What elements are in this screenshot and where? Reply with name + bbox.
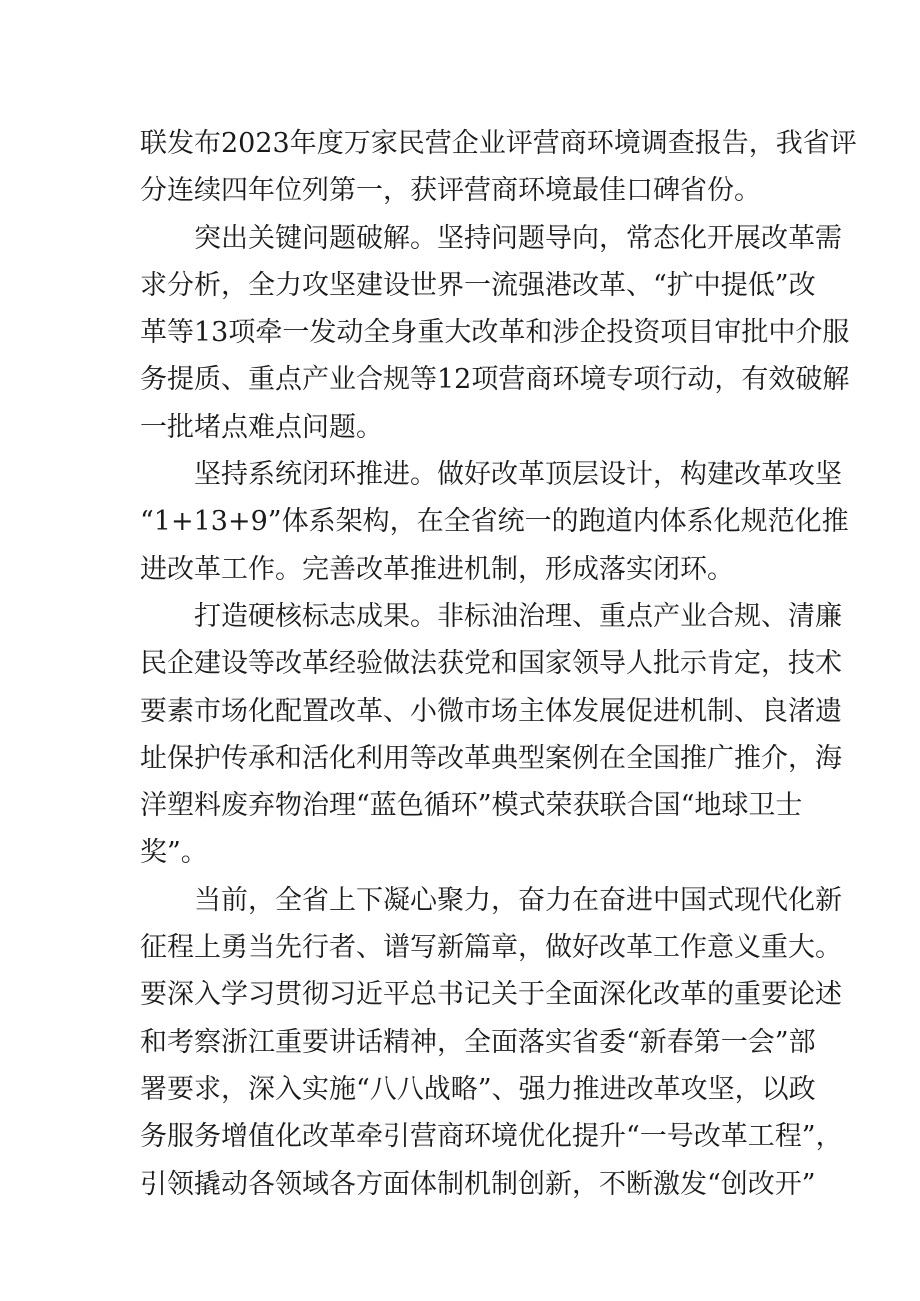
text-line: 坚持系统闭环推进。做好改革顶层设计，构建改革攻坚 [194, 459, 842, 491]
text-line: 和考察浙江重要讲话精神，全面落实省委“新春第一会”部 [140, 1026, 816, 1058]
text-line: 务提质、重点产业合规等12项营商环境专项行动，有效破解 [140, 364, 850, 396]
text-line: 革等13项牵一发动全身重大改革和涉企投资项目审批中介服 [140, 317, 850, 349]
text-line: 要素市场化配置改革、小微市场主体发展促进机制、良渚遗 [140, 695, 842, 727]
text-line: 要深入学习贯彻习近平总书记关于全面深化改革的重要论述 [140, 979, 842, 1011]
text-line: 奖”。 [140, 837, 208, 869]
text-line: 联发布2023年度万家民营企业评营商环境调查报告，我省评 [140, 128, 857, 159]
text-line: 务服务增值化改革牵引营商环境优化提升“一号改革工程”， [140, 1121, 843, 1153]
text-line: “1+13+9”体系架构，在全省统一的跑道内体系化规范化推 [140, 506, 849, 538]
text-line: 求分析，全力攻坚建设世界一流强港改革、“扩中提低”改 [140, 269, 816, 301]
text-line: 署要求，深入实施“八八战略”、强力推进改革攻坚，以政 [140, 1073, 816, 1105]
text-line: 打造硬核标志成果。非标油治理、重点产业合规、清廉 [194, 600, 842, 632]
text-line: 引领撬动各领域各方面体制机制创新，不断激发“创改开” [140, 1168, 816, 1200]
text-line: 突出关键问题破解。坚持问题导向，常态化开展改革需 [194, 222, 842, 254]
text-line: 民企建设等改革经验做法获党和国家领导人批示肯定，技术 [140, 648, 842, 680]
text-line: 征程上勇当先行者、谱写新篇章，做好改革工作意义重大。 [140, 932, 842, 964]
document-body [140, 120, 857, 1208]
text-line: 分连续四年位列第一，获评营商环境最佳口碑省份。 [140, 175, 761, 207]
text-line: 址保护传承和活化利用等改革典型案例在全国推广推介，海 [140, 742, 842, 774]
text-line: 一批堵点难点问题。 [140, 411, 383, 443]
text-line: 洋塑料废弃物治理“蓝色循环”模式荣获联合国“地球卫士 [140, 790, 803, 822]
text-line: 进改革工作。完善改革推进机制，形成落实闭环。 [140, 553, 734, 585]
text-line: 当前，全省上下凝心聚力，奋力在奋进中国式现代化新 [194, 884, 842, 916]
